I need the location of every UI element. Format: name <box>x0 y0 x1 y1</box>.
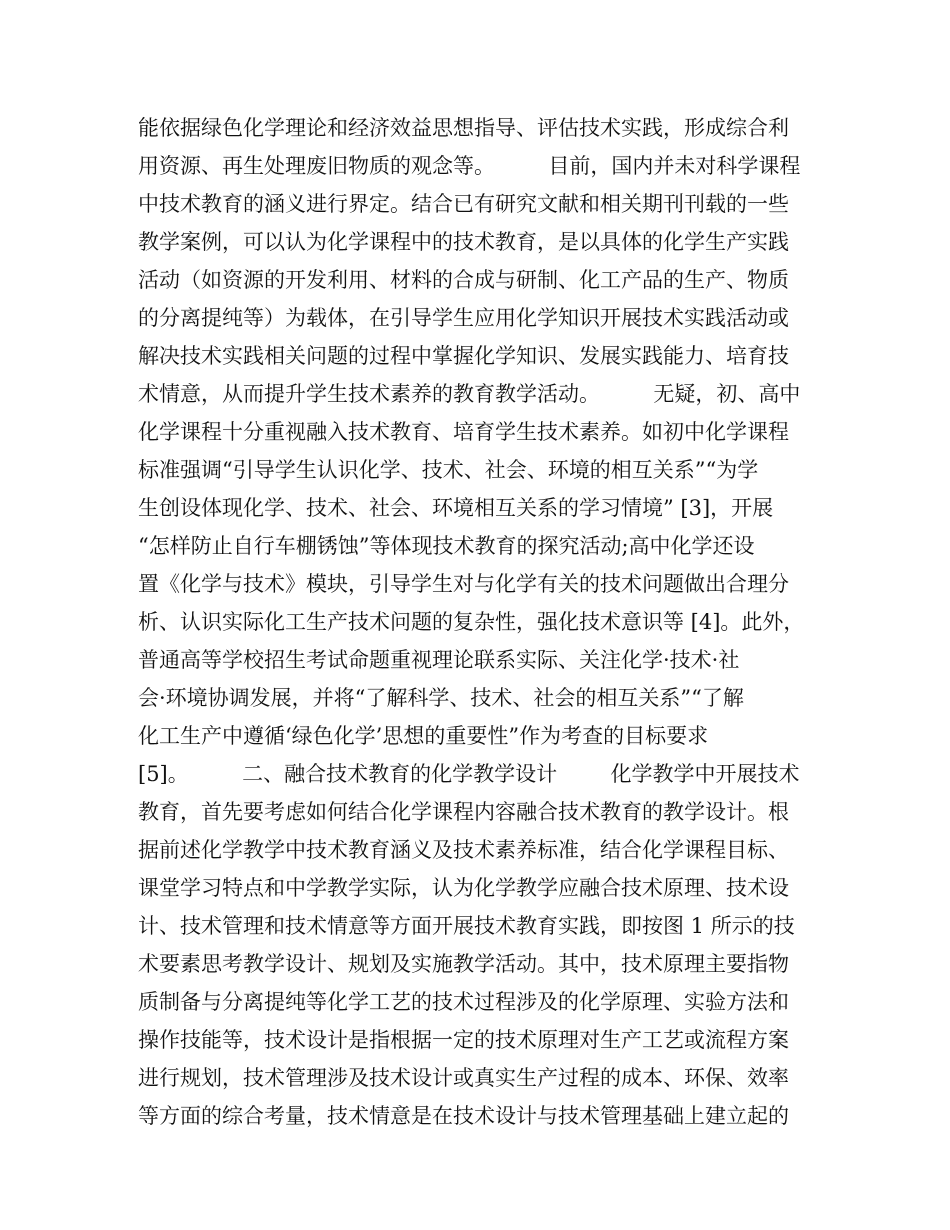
text-line: 置《化学与技术》模块，引导学生对与化学有关的技术问题做出合理分 <box>138 572 789 596</box>
body-text <box>138 109 818 1135</box>
text-line: 中技术教育的涵义进行界定。结合已有研究文献和相关期刊刊载的一些 <box>138 192 789 216</box>
text-line: 教学案例，可以认为化学课程中的技术教育，是以具体的化学生产实践 <box>138 230 789 254</box>
text-line: 质制备与分离提纯等化学工艺的技术过程涉及的化学原理、实验方法和 <box>138 990 789 1014</box>
text-line: 据前述化学教学中技术教育涵义及技术素养标准，结合化学课程目标、 <box>138 838 789 862</box>
text-line: “怎样防止自行车棚锈蚀”等体现技术教育的探究活动;高中化学还设 <box>138 534 755 558</box>
text-line: 术要素思考教学设计、规划及实施教学活动。其中，技术原理主要指物 <box>138 952 789 976</box>
text-line: 课堂学习特点和中学教学实际，认为化学教学应融合技术原理、技术设 <box>138 876 789 900</box>
text-line: 化学课程十分重视融入技术教育、培育学生技术素养。如初中化学课程 <box>138 420 789 444</box>
text-line: 教育，首先要考虑如何结合化学课程内容融合技术教育的教学设计。根 <box>138 800 789 824</box>
text-line: 进行规划，技术管理涉及技术设计或真实生产过程的成本、环保、效率 <box>138 1066 789 1090</box>
text-line: 活动（如资源的开发利用、材料的合成与研制、化工产品的生产、物质 <box>138 268 789 292</box>
text-line: 化工生产中遵循‘绿色化学’思想的重要性”作为考查的目标要求 <box>138 724 709 748</box>
text-line: 计、技术管理和技术情意等方面开展技术教育实践，即按图 1 所示的技 <box>138 914 795 938</box>
text-line: 解决技术实践相关问题的过程中掌握化学知识、发展实践能力、培育技 <box>138 344 789 368</box>
text-line: 析、认识实际化工生产技术问题的复杂性，强化技术意识等 [4]。此外， <box>138 610 805 634</box>
text-line: 等方面的综合考量，技术情意是在技术设计与技术管理基础上建立起的 <box>138 1104 789 1128</box>
text-line: 普通高等学校招生考试命题重视理论联系实际、关注化学·技术·社 <box>138 648 740 672</box>
text-line: 术情意，从而提升学生技术素养的教育教学活动。 无疑，初、高中 <box>138 382 801 406</box>
text-line: 生创设体现化学、技术、社会、环境相互关系的学习情境” [3]，开展 <box>138 496 774 520</box>
text-line: 的分离提纯等）为载体，在引导学生应用化学知识开展技术实践活动或 <box>138 306 789 330</box>
text-line: 用资源、再生处理废旧物质的观念等。 目前，国内并未对科学课程 <box>138 154 801 178</box>
text-line: 会·环境协调发展，并将“了解科学、技术、社会的相互关系”“了解 <box>138 686 744 710</box>
text-line: 能依据绿色化学理论和经济效益思想指导、评估技术实践，形成综合利 <box>138 116 789 140</box>
text-line: 操作技能等，技术设计是指根据一定的技术原理对生产工艺或流程方案 <box>138 1028 789 1052</box>
text-line: [5]。 二、融合技术教育的化学教学设计 化学教学中开展技术 <box>138 762 800 786</box>
text-line: 标准强调“引导学生认识化学、技术、社会、环境的相互关系”“为学 <box>138 458 759 482</box>
